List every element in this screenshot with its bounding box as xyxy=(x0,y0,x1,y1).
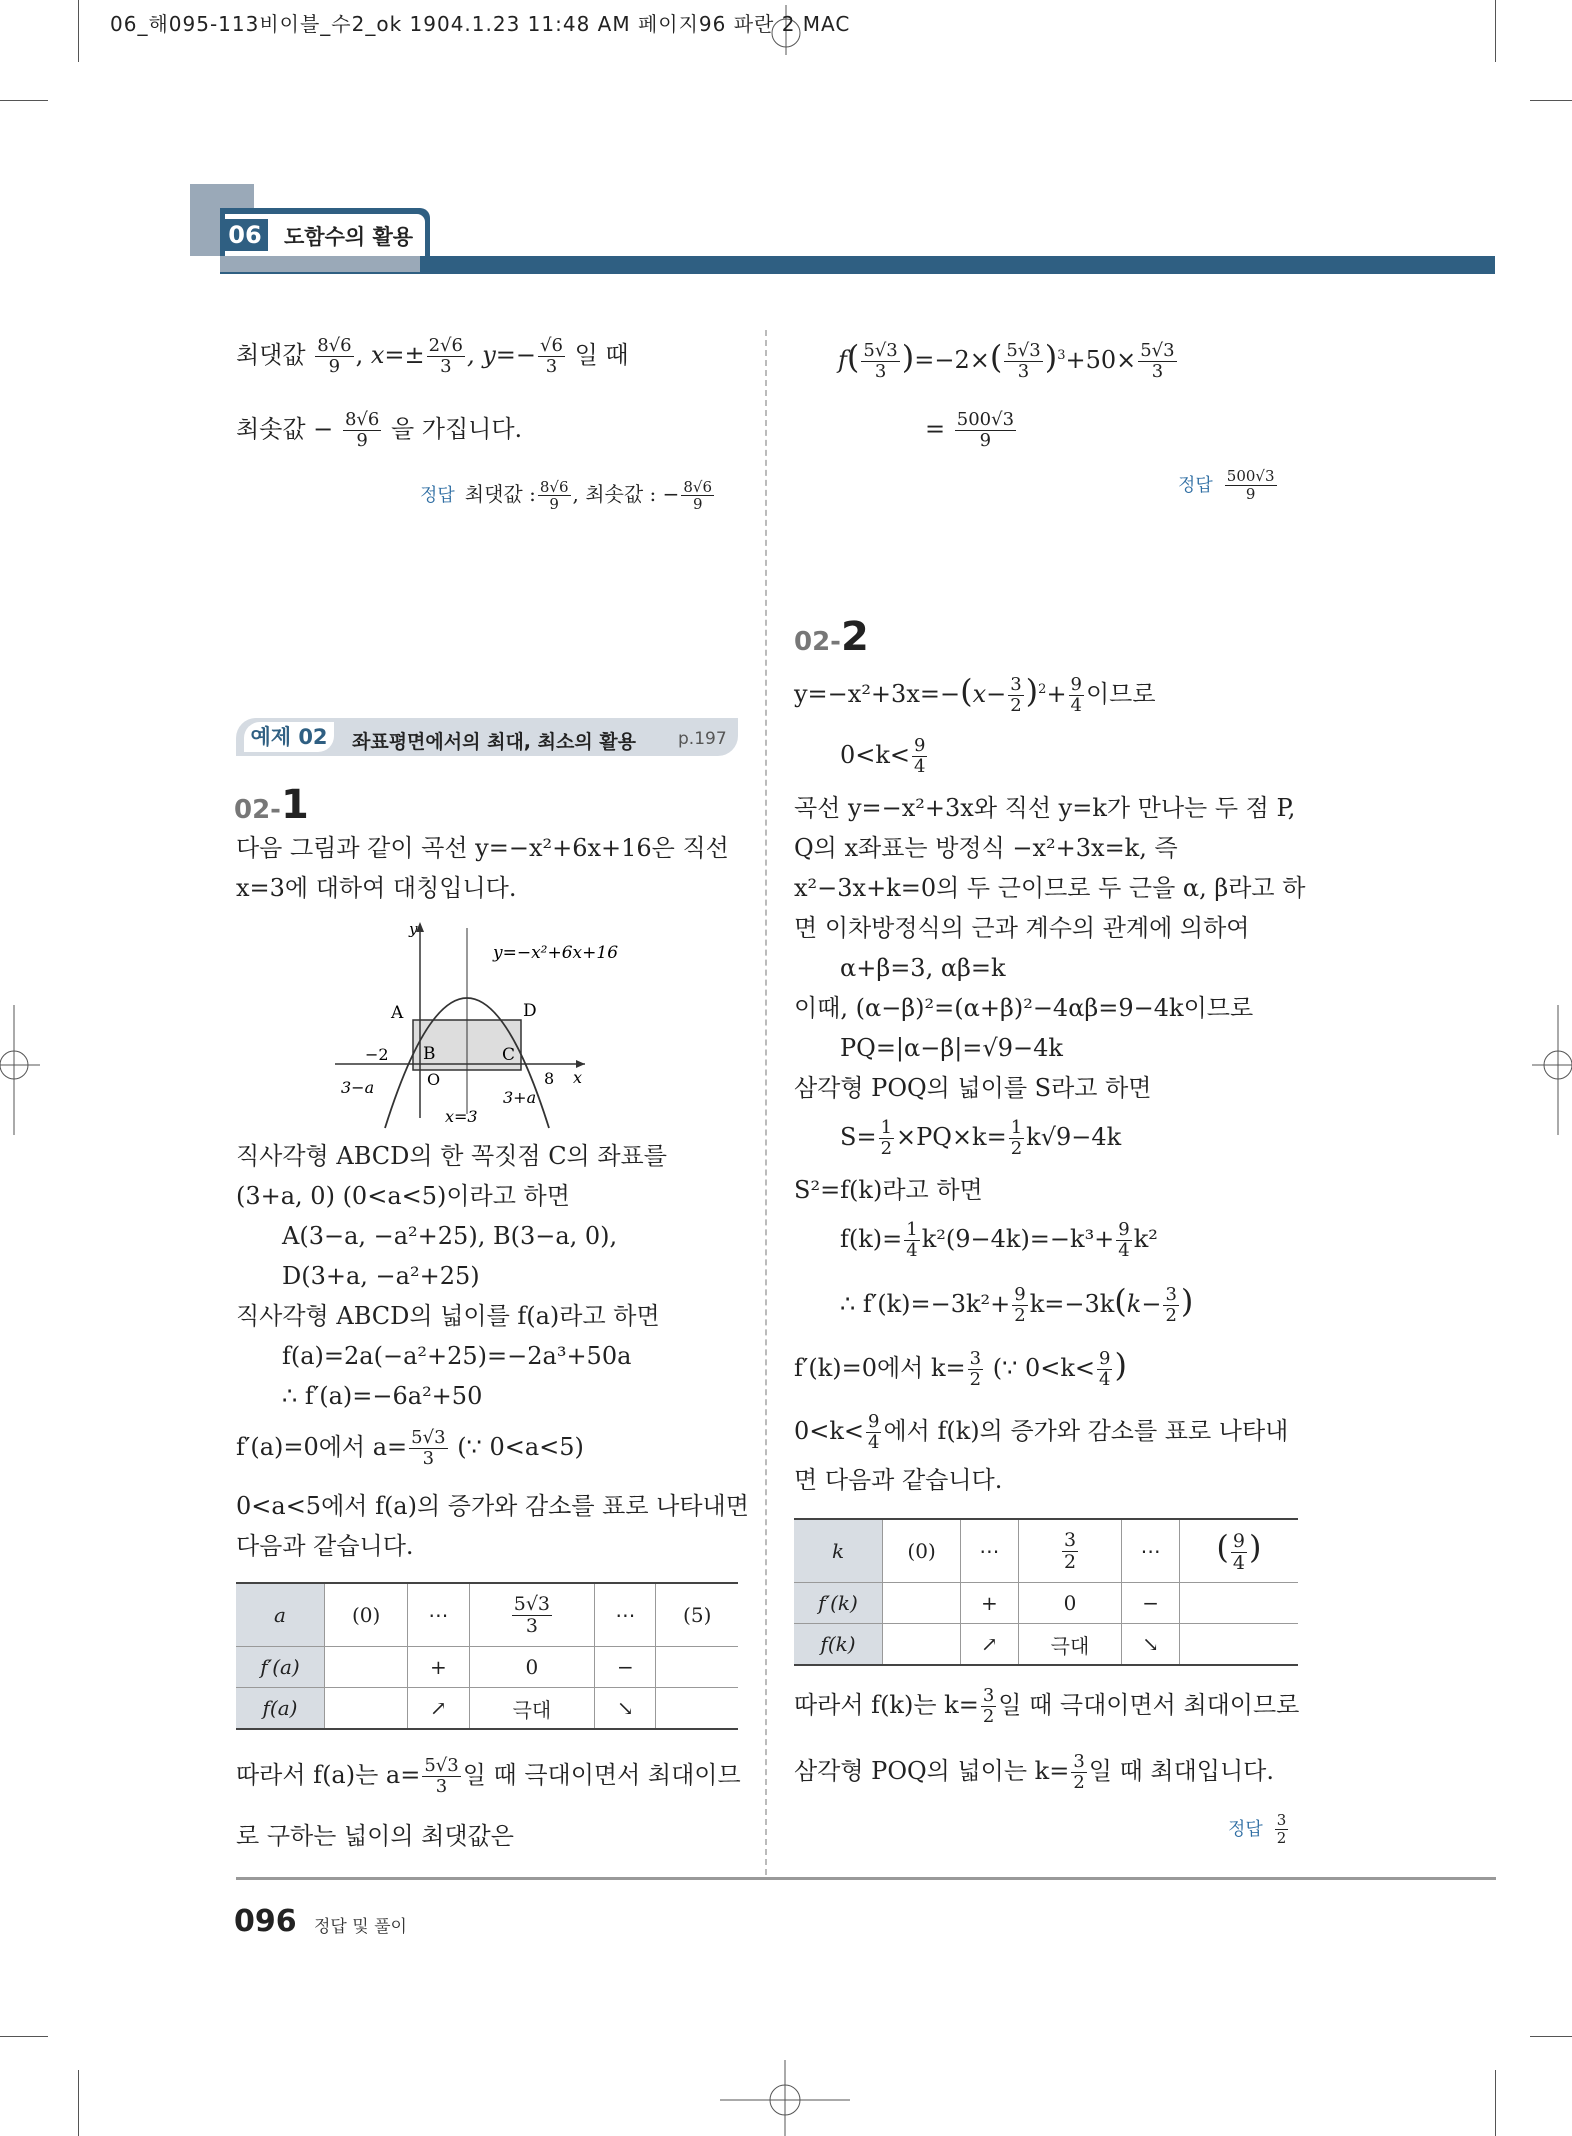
f-value-line: = $\frac{500√3}{9}$ xyxy=(925,409,1015,451)
problem-number: 02-1 xyxy=(234,782,309,828)
solution-line: f′(k)=0에서 k= $\frac{3}{2}$ (∵ 0<k< $\frac{9}{4}$ ) xyxy=(794,1346,1127,1390)
tick-three-plus-a: 3+a xyxy=(503,1088,537,1107)
print-slug: 06_해095-113비이블_수2_ok 1904.1.23 11:48 AM 페이지96 파란 2 MAC xyxy=(110,12,851,36)
variation-table-k: k (0) ⋯ $\frac{3}{2}$ ⋯ ( $\frac{9}{4}$ ) f′(k) + 0 − f(k) ↗ 극대 ↘ xyxy=(794,1518,1298,1666)
line-label: x=3 xyxy=(445,1107,478,1126)
solution-line: ∴ f′(a)=−6a²+50 xyxy=(282,1382,483,1410)
x-axis-label: x xyxy=(573,1068,583,1087)
column-divider xyxy=(765,330,767,1875)
tick-three-minus-a: 3−a xyxy=(341,1078,375,1097)
chapter-title: 도함수의 활용 xyxy=(284,225,414,249)
solution-line: PQ=|α−β|=√9−4k xyxy=(840,1034,1063,1062)
point-a: A xyxy=(391,1003,404,1023)
solution-line: x²−3x+k=0의 두 근이므로 두 근을 α, β라고 하 xyxy=(794,874,1306,902)
variation-table-a: a (0) ⋯ $\frac{5√3}{3}$ ⋯ (5) f′(a) + 0 − f(a) ↗ 극대 ↘ xyxy=(236,1582,738,1730)
solution-line: 곡선 y=−x²+3x와 직선 y=k가 만나는 두 점 P, xyxy=(794,794,1296,822)
solution-line: f(a)=2a(−a²+25)=−2a³+50a xyxy=(282,1342,632,1370)
f-value-line: f( $\frac{5√3}{3}$ )=−2×( $\frac{5√3}{3}$ )$^3$+50× $\frac{5√3}{3}$ xyxy=(838,338,1175,382)
solution-line: y=−x²+3x=−(x− $\frac{3}{2}$ )$^2$+ $\frac{9}{4}$ 이므로 xyxy=(794,672,1156,716)
example-tag: 예제 02 xyxy=(244,722,334,752)
chapter-bar-gray xyxy=(220,256,420,272)
solution-line: 이때, (α−β)²=(α+β)²−4αβ=9−4k이므로 xyxy=(794,994,1254,1022)
conclusion-line: 따라서 f(k)는 k= $\frac{3}{2}$ 일 때 극대이면서 최대이므로 xyxy=(794,1685,1300,1727)
crop-mark xyxy=(78,0,79,62)
answer-3: 정답 $\frac{3}{2}$ xyxy=(1228,1811,1287,1847)
answer-1: 정답 최댓값 : $\frac{8√6}{9}$ , 최솟값 : − $\frac{8√6}{9}$ xyxy=(420,477,713,513)
tick-eight: 8 xyxy=(544,1069,555,1088)
chapter-number: 06 xyxy=(222,219,268,251)
point-c: C xyxy=(502,1045,516,1065)
y-axis-label: y xyxy=(409,920,418,938)
solution-line: 0<a<5에서 f(a)의 증가와 감소를 표로 나타내면 xyxy=(236,1492,749,1520)
solution-line: 0<k< $\frac{9}{4}$ xyxy=(840,735,926,777)
solution-line: (3+a, 0) (0<a<5)이라고 하면 xyxy=(236,1182,570,1210)
solution-line: f′(a)=0에서 a= $\frac{5√3}{3}$ (∵ 0<a<5) xyxy=(236,1427,584,1469)
problem-number: 02-2 xyxy=(794,614,869,660)
crop-mark xyxy=(1495,0,1496,62)
solution-line: f(k)= $\frac{1}{4}$ k²(9−4k)=−k³+ $\frac{9}{4}$ k² xyxy=(840,1219,1158,1261)
point-b: B xyxy=(423,1044,436,1064)
min-line: 최솟값 − $\frac{8√6}{9}$ 을 가집니다. xyxy=(236,409,523,451)
problem-text: 다음 그림과 같이 곡선 y=−x²+6x+16은 직선 xyxy=(236,834,729,862)
problem-text: x=3에 대하여 대칭입니다. xyxy=(236,874,517,902)
example-title: 좌표평면에서의 최대, 최소의 활용 xyxy=(352,731,637,753)
solution-line: ∴ f′(k)=−3k²+ $\frac{9}{2}$ k=−3k(k− $\frac{3}{2}$ ) xyxy=(840,1282,1194,1326)
solution-line: A(3−a, −a²+25), B(3−a, 0), xyxy=(282,1222,618,1250)
solution-line: S= $\frac{1}{2}$ ×PQ×k= $\frac{1}{2}$ k√9−4k xyxy=(840,1117,1122,1159)
crop-mark xyxy=(0,2036,48,2037)
answer-2: 정답 $\frac{500√3}{9}$ xyxy=(1178,467,1275,503)
registration-mark-icon xyxy=(1532,1005,1572,1135)
solution-line: Q의 x좌표는 방정식 −x²+3x=k, 즉 xyxy=(794,834,1178,862)
parabola-graph xyxy=(335,918,619,1128)
origin: O xyxy=(427,1070,441,1089)
registration-mark-icon xyxy=(0,1005,40,1135)
solution-line: 다음과 같습니다. xyxy=(236,1532,414,1560)
solution-line: 0<k< $\frac{9}{4}$ 에서 f(k)의 증가와 감소를 표로 나타내 xyxy=(794,1411,1289,1453)
solution-line: S²=f(k)라고 하면 xyxy=(794,1176,983,1204)
conclusion-line: 삼각형 POQ의 넓이는 k= $\frac{3}{2}$ 일 때 최대입니다. xyxy=(794,1751,1274,1793)
registration-mark-icon xyxy=(720,2060,850,2136)
solution-line: 면 다음과 같습니다. xyxy=(794,1466,1003,1494)
tick-minus2: −2 xyxy=(365,1045,389,1064)
footer-label: 정답 및 풀이 xyxy=(314,1917,407,1937)
footer-rule xyxy=(236,1877,1496,1880)
solution-line: 직사각형 ABCD의 한 꼭짓점 C의 좌표를 xyxy=(236,1142,667,1170)
solution-line: α+β=3, αβ=k xyxy=(840,954,1006,982)
solution-line: 직사각형 ABCD의 넓이를 f(a)라고 하면 xyxy=(236,1302,660,1330)
curve-label: y=−x²+6x+16 xyxy=(493,943,619,963)
page-number: 096 xyxy=(234,1904,297,1939)
conclusion-line: 따라서 f(a)는 a= $\frac{5√3}{3}$ 일 때 극대이면서 최대이므 xyxy=(236,1755,741,1797)
example-page: p.197 xyxy=(678,729,727,749)
solution-line: 면 이차방정식의 근과 계수의 관계에 의하여 xyxy=(794,914,1250,942)
crop-mark xyxy=(78,2070,79,2136)
crop-mark xyxy=(0,100,48,101)
solution-line: D(3+a, −a²+25) xyxy=(282,1262,480,1290)
crop-mark xyxy=(1495,2070,1496,2136)
conclusion-line: 로 구하는 넓이의 최댓값은 xyxy=(236,1822,514,1850)
point-d: D xyxy=(523,1001,537,1021)
crop-mark xyxy=(1530,100,1572,101)
solution-line: 삼각형 POQ의 넓이를 S라고 하면 xyxy=(794,1074,1152,1102)
crop-mark xyxy=(1530,2036,1572,2037)
max-line: 최댓값 $\frac{8√6}{9}$ , x=± $\frac{2√6}{3}$ , y=− $\frac{√6}{3}$ 일 때 xyxy=(236,335,629,377)
